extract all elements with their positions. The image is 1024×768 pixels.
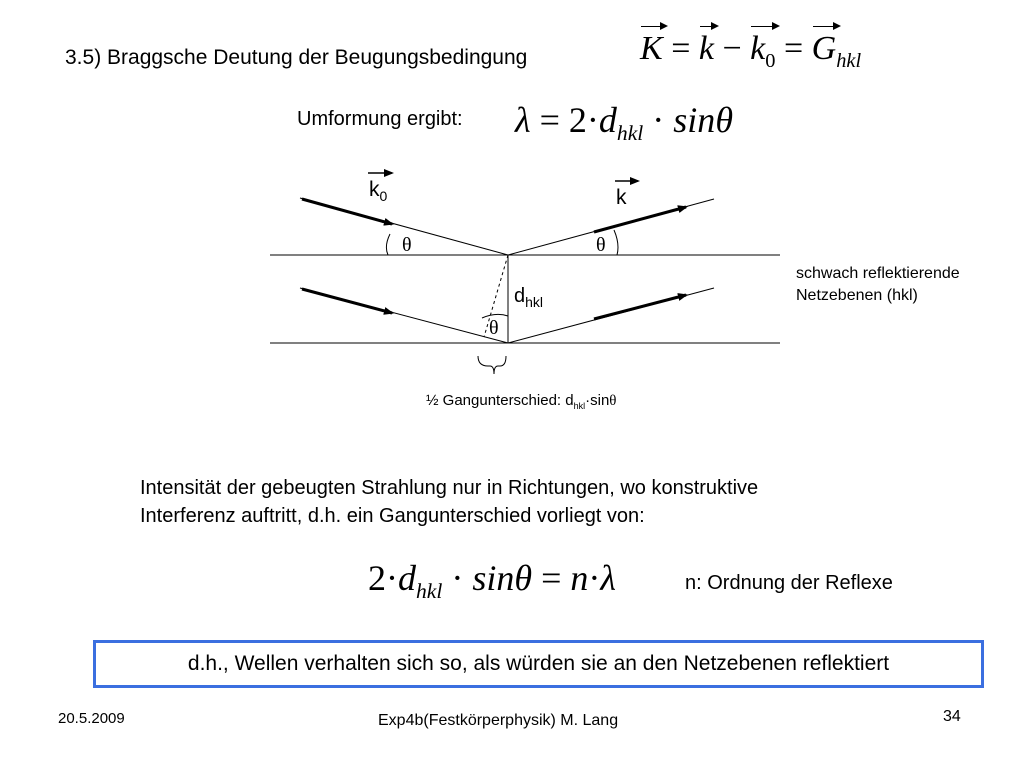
- footer-date: 20.5.2009: [58, 710, 125, 727]
- eq-sign: =: [671, 30, 691, 67]
- sin-function: sin: [673, 100, 716, 140]
- weak-planes-line2: Netzebenen (hkl): [796, 287, 918, 304]
- weak-planes-line1: schwach reflektierende: [796, 265, 960, 282]
- dot: ·: [386, 558, 398, 598]
- k-label: k: [616, 186, 627, 209]
- incident-arrow-top: [302, 199, 392, 224]
- footer-center: Exp4b(Festkörperphysik) M. Lang: [378, 712, 619, 729]
- k0-vector: $k_0$: [750, 30, 776, 72]
- umformung-label: Umformung ergibt:: [297, 108, 463, 130]
- lambda-symbol: λ: [600, 558, 616, 598]
- slide-title: 3.5) Braggsche Deutung der Beugungsbedingung: [65, 46, 528, 69]
- theta-label-bottom: θ: [489, 317, 499, 339]
- intensity-line1: Intensität der gebeugten Strahlung nur in Richtungen, wo konstruktive: [140, 477, 759, 499]
- angle-arc-left: [386, 234, 390, 255]
- minus-sign: −: [722, 30, 742, 67]
- k-vector: k: [698, 30, 714, 67]
- eq-sign: =: [783, 30, 804, 67]
- incident-arrow-bottom: [302, 289, 392, 313]
- eq-sign: =: [541, 558, 562, 598]
- intensity-text: [140, 474, 960, 530]
- reflected-arrow-top: [594, 207, 686, 232]
- k0-label: $k_0$: [369, 178, 388, 204]
- dot: ·: [451, 558, 464, 598]
- path-difference-brace: [478, 356, 506, 374]
- dot: ·: [652, 100, 665, 140]
- theta-symbol: θ: [514, 558, 533, 598]
- path-diff-suffix: ·sin: [585, 392, 610, 409]
- intensity-line2: Interferenz auftritt, d.h. ein Gangunterschied vorliegt von:: [140, 505, 645, 527]
- dot: ·: [588, 558, 601, 598]
- factor-two: 2: [568, 100, 587, 140]
- K-vector: K: [640, 30, 663, 67]
- n-symbol: n: [570, 558, 589, 598]
- factor-two: 2: [368, 558, 386, 598]
- dot: ·: [586, 100, 599, 140]
- eq-sign: =: [539, 100, 560, 140]
- order-label: n: Ordnung der Reflexe: [685, 572, 893, 594]
- G-subscript: hkl: [836, 49, 862, 72]
- path-difference-label: [426, 392, 616, 411]
- path-diff-prefix: ½ Gangunterschied: d: [426, 392, 574, 409]
- G-vector: G: [811, 30, 837, 67]
- order-equation: [368, 557, 616, 604]
- path-diff-sub: hkl: [573, 401, 586, 411]
- angle-arc-right: [614, 230, 618, 255]
- theta-label-left: θ: [402, 234, 412, 256]
- d-subscript: hkl: [616, 121, 644, 146]
- lambda-symbol: λ: [515, 100, 531, 140]
- d-symbol: d: [598, 100, 617, 140]
- conclusion-text: d.h., Wellen verhalten sich so, als würden sie an den Netzebenen reflektiert: [187, 652, 890, 675]
- d-hkl-label: $d_{hkl}$: [514, 285, 544, 310]
- weak-planes-label: [796, 263, 960, 307]
- conclusion-box: [93, 640, 984, 688]
- theta-label-right: θ: [596, 234, 606, 256]
- path-diff-theta: θ: [609, 393, 617, 409]
- d-symbol: d: [398, 558, 416, 598]
- theta-symbol: θ: [715, 100, 733, 140]
- footer-page-number: 34: [943, 708, 961, 725]
- reflected-arrow-bottom: [594, 295, 686, 319]
- sin-function: sin: [472, 558, 515, 598]
- d-subscript: hkl: [416, 579, 443, 604]
